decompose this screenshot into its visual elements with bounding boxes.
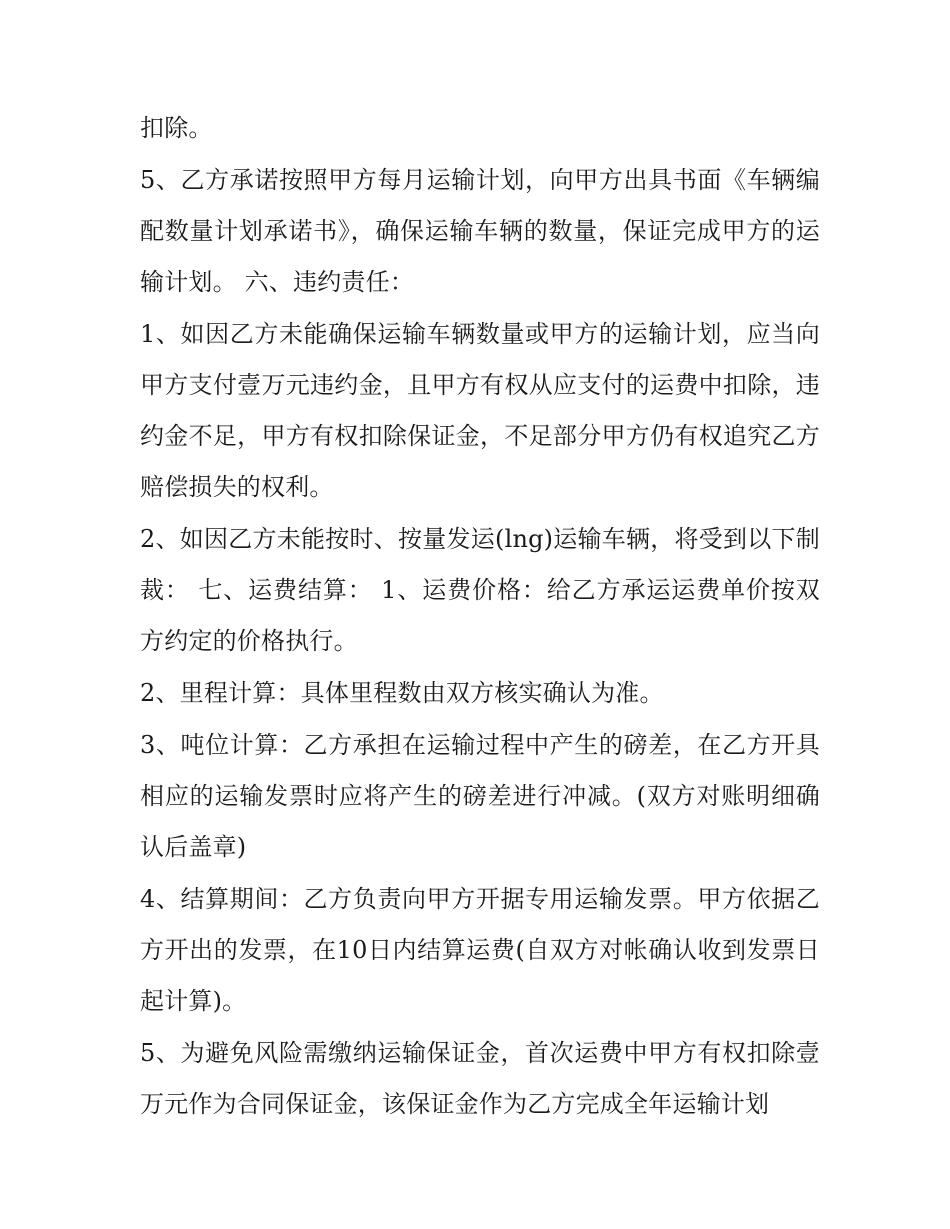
paragraph-deduction-end: 扣除。 (140, 114, 213, 142)
paragraph-breach-shipment-sanctions: 2、如因乙方未能按时、按量发运(lng)运输车辆，将受到以下制裁： 七、运费结算： 1、运费价格：给乙方承运运费单价按双方约定的价格执行。 (140, 525, 820, 655)
paragraph-settlement-period: 4、结算期间：乙方负责向甲方开据专用运输发票。甲方依据乙方开出的发票，在10日内结算运费(自双方对帐确认收到发票日起计算)。 (140, 885, 820, 1015)
paragraph-mileage-calculation: 2、里程计算：具体里程数由双方核实确认为准。 (140, 679, 664, 707)
paragraph-transport-deposit: 5、为避免风险需缴纳运输保证金，首次运费中甲方有权扣除壹万元作为合同保证金，该保证金作为乙方完成全年运输计划 (140, 1039, 820, 1118)
contract-text-body (140, 103, 820, 1131)
paragraph-tonnage-calculation: 3、吨位计算：乙方承担在运输过程中产生的磅差，在乙方开具相应的运输发票时应将产生的磅差进行冲减。(双方对账明细确认后盖章) (140, 731, 820, 861)
paragraph-transport-plan-commitment: 5、乙方承诺按照甲方每月运输计划，向甲方出具书面《车辆编配数量计划承诺书》，确保运输车辆的数量，保证完成甲方的运输计划。 六、违约责任： (140, 166, 820, 296)
paragraph-breach-vehicle-count: 1、如因乙方未能确保运输车辆数量或甲方的运输计划，应当向甲方支付壹万元违约金，且甲方有权从应支付的运费中扣除，违约金不足，甲方有权扣除保证金，不足部分甲方仍有权追究乙方赔偿损失的权利。 (140, 320, 820, 501)
